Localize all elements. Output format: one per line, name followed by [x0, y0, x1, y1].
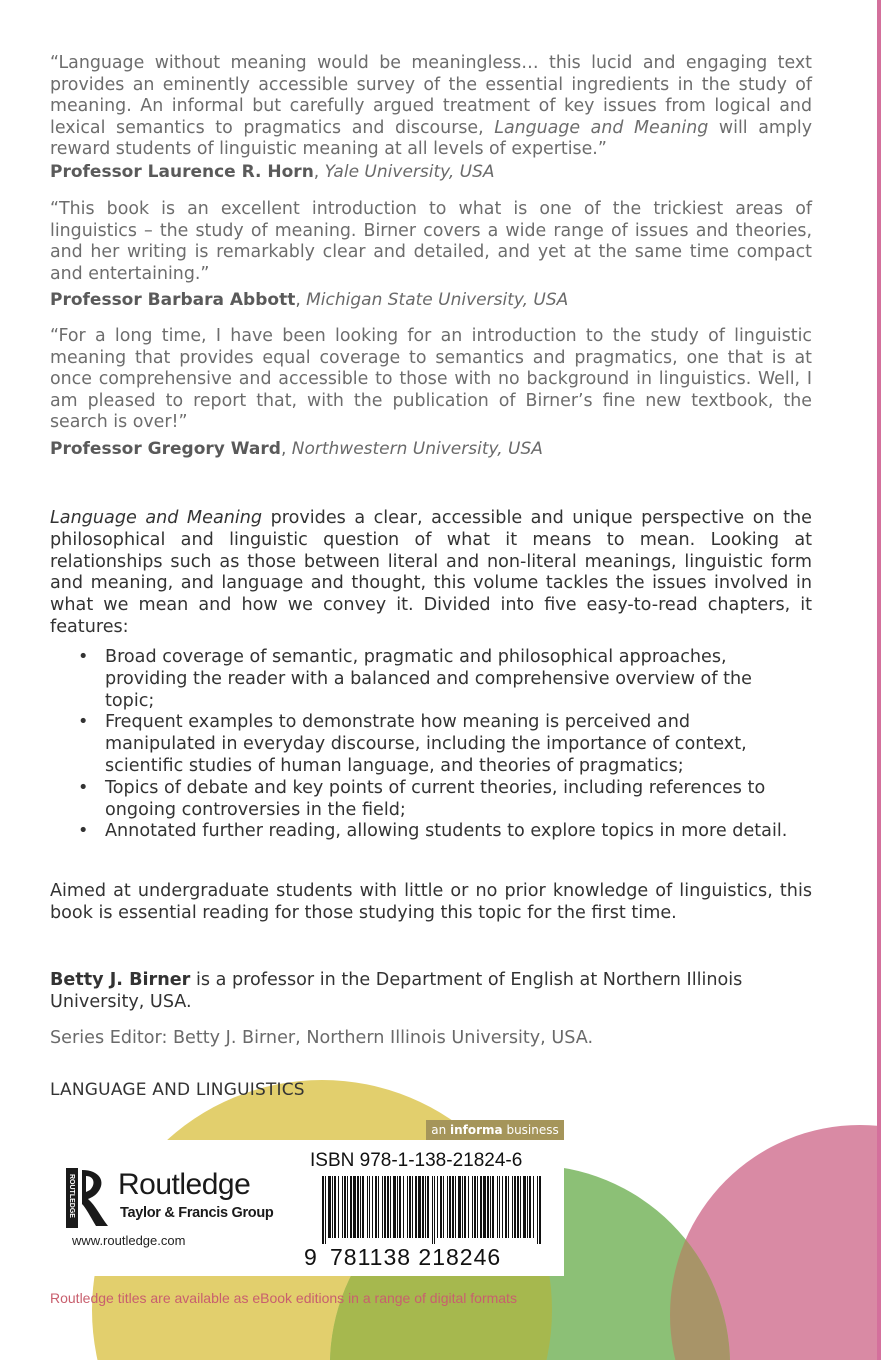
barcode-bar	[520, 1176, 521, 1238]
publisher-group: Taylor & Francis Group	[120, 1205, 274, 1221]
barcode-bar	[397, 1176, 398, 1238]
barcode-bar	[350, 1176, 352, 1238]
list-item: • Annotated further reading, allowing students to explore topics in more detail.	[78, 821, 790, 843]
author-bio: Betty J. Birner is a professor in the Department of English at Northern Illinois University, USA.	[50, 970, 743, 1012]
barcode-bar	[412, 1176, 413, 1238]
barcode-bar	[353, 1176, 356, 1238]
barcode-bar	[403, 1176, 404, 1238]
barcode-bar	[462, 1176, 463, 1238]
quote-affiliation: Yale University, USA	[324, 162, 495, 182]
barcode-bar	[415, 1176, 417, 1238]
barcode-bar	[502, 1176, 503, 1238]
barcode-bar	[455, 1176, 456, 1238]
barcode-bar	[440, 1176, 442, 1238]
barcode-bar	[332, 1176, 333, 1238]
barcode-bar	[325, 1176, 326, 1244]
barcode-bar	[523, 1176, 526, 1238]
publisher-url[interactable]: www.routledge.com	[72, 1233, 186, 1248]
barcode-bar	[499, 1176, 500, 1238]
quote-author: Professor Gregory Ward	[50, 439, 281, 459]
barcode-bar	[539, 1176, 541, 1244]
spine-edge	[877, 0, 881, 1360]
barcode-bar	[387, 1176, 389, 1238]
book-description: Language and Meaning provides a clear, accessible and unique perspective on the philosophical and linguistic question of what it means to mean. Looking at relationships such as those between literal and non-literal meanings, linguistic form and meaning, and language and thought, this volume tackles the issues involved in what we mean and how we convey it. Divided into five easy-to-read chapters, it features:	[50, 508, 812, 637]
barcode-bar	[418, 1176, 421, 1238]
barcode-bar	[490, 1176, 491, 1238]
barcode-bar	[505, 1176, 507, 1238]
barcode-bar	[449, 1176, 451, 1238]
barcode-bar	[342, 1176, 343, 1238]
barcode-bar	[362, 1176, 364, 1238]
barcode-bar	[390, 1176, 391, 1238]
barcode-bar	[458, 1176, 461, 1238]
quote-author: Professor Laurence R. Horn	[50, 162, 314, 182]
barcode-bar	[434, 1176, 435, 1244]
barcode-bar	[517, 1176, 519, 1238]
informa-banner: an informa business	[426, 1120, 564, 1140]
barcode-bar	[497, 1176, 498, 1238]
barcode-bar	[409, 1176, 411, 1238]
publisher-name: Routledge	[118, 1168, 251, 1201]
barcode-bar	[443, 1176, 444, 1238]
quote-horn: “Language without meaning would be meaningless… this lucid and engaging text provides an eminently accessible survey of the essential ingredients in the study of meaning. An informal but carefully argued treatment of key issues from logical and lexical semantics to pragmatics and discourse, Language and Meaning will amply reward students of linguistic meaning at all levels of expertise.”	[50, 53, 812, 160]
barcode-bar	[384, 1176, 386, 1238]
routledge-logo-icon	[66, 1168, 110, 1228]
barcode-bar	[422, 1176, 424, 1238]
barcode-bar	[369, 1176, 370, 1238]
list-item: • Topics of debate and key points of current theories, including references to ongoing controversies in the field;	[78, 778, 790, 822]
ebook-note: Routledge titles are available as eBook editions in a range of digital formats	[50, 1290, 517, 1306]
isbn-label: ISBN 978-1-138-21824-6	[310, 1150, 523, 1171]
barcode-bar	[483, 1176, 486, 1238]
list-item: • Frequent examples to demonstrate how meaning is perceived and manipulated in everyday discourse, including the importance of context, scientific studies of human language, and theories of pragmatics;	[78, 712, 790, 777]
features-list	[78, 647, 790, 843]
barcode-bar	[529, 1176, 531, 1238]
barcode-bar	[514, 1176, 516, 1238]
quote-ward: “For a long time, I have been looking for an introduction to the study of linguistic meaning that provides equal coverage to semantics and pragmatics, one that is at once comprehensive and accessible to those with no background in linguistics. Well, I am pleased to report that, with the publication of Birner’s fine new textbook, the search is over!”	[50, 326, 812, 433]
barcode-bar	[372, 1176, 373, 1238]
quote-horn-attribution: Professor Laurence R. Horn, Yale University, USA	[50, 162, 495, 182]
barcode-bar	[367, 1176, 368, 1238]
barcode-bar	[334, 1176, 336, 1238]
list-item: • Broad coverage of semantic, pragmatic and philosophical approaches, providing the reader with a balanced and comprehensive overview of the topic;	[78, 647, 790, 712]
author-name: Betty J. Birner	[50, 970, 191, 990]
barcode-bar	[393, 1176, 396, 1238]
barcode-bar	[480, 1176, 482, 1238]
barcode-bar	[437, 1176, 438, 1238]
barcode-bar	[527, 1176, 528, 1238]
barcode-bar	[468, 1176, 469, 1238]
barcode-digits: 781138 218246	[330, 1244, 502, 1270]
barcode	[322, 1176, 544, 1244]
barcode-bar	[344, 1176, 346, 1238]
quote-affiliation: Michigan State University, USA	[306, 290, 569, 310]
barcode-bar	[474, 1176, 476, 1238]
quote-author: Professor Barbara Abbott	[50, 290, 296, 310]
barcode-bar	[447, 1176, 448, 1238]
barcode-bar	[533, 1176, 534, 1238]
barcode-bar	[487, 1176, 489, 1238]
barcode-bar	[452, 1176, 454, 1238]
barcode-bar	[537, 1176, 538, 1244]
quote-ward-attribution: Professor Gregory Ward, Northwestern University, USA	[50, 439, 543, 459]
barcode-bar	[328, 1176, 331, 1238]
barcode-bar	[492, 1176, 494, 1238]
audience-statement: Aimed at undergraduate students with little or no prior knowledge of linguistics, this book is essential reading for those studying this topic for the first time.	[50, 881, 812, 923]
barcode-bar	[382, 1176, 383, 1238]
series-editor: Series Editor: Betty J. Birner, Northern Illinois University, USA.	[50, 1028, 594, 1048]
barcode-bar	[375, 1176, 377, 1238]
barcode-bar	[512, 1176, 513, 1238]
subject-category: LANGUAGE AND LINGUISTICS	[50, 1080, 305, 1100]
barcode-bar	[472, 1176, 473, 1238]
barcode-bar	[425, 1176, 426, 1238]
quote-abbott-attribution: Professor Barbara Abbott, Michigan State University, USA	[50, 290, 569, 310]
barcode-bar	[407, 1176, 408, 1238]
logo-vertical-text: ROUTLEDGE	[68, 1174, 75, 1218]
book-title: Language and Meaning	[50, 508, 263, 528]
barcode-bar	[338, 1176, 339, 1238]
barcode-bar	[322, 1176, 324, 1244]
barcode-bar	[427, 1176, 429, 1238]
barcode-lead-digit: 9	[304, 1244, 317, 1270]
barcode-bar	[360, 1176, 361, 1238]
barcode-bar	[357, 1176, 359, 1238]
quote-abbott: “This book is an excellent introduction to what is one of the trickiest areas of linguistics – the study of meaning. Birner covers a wide range of issues and theories, and her writing is remarkably clear and detailed, and yet at the same time compact and entertaining.”	[50, 199, 812, 284]
barcode-bar	[508, 1176, 509, 1238]
barcode-bar	[378, 1176, 379, 1238]
barcode-bar	[464, 1176, 466, 1238]
barcode-bar	[347, 1176, 348, 1238]
barcode-bar	[399, 1176, 401, 1238]
quote-affiliation: Northwestern University, USA	[291, 439, 543, 459]
barcode-bar	[432, 1176, 433, 1244]
barcode-bar	[477, 1176, 478, 1238]
